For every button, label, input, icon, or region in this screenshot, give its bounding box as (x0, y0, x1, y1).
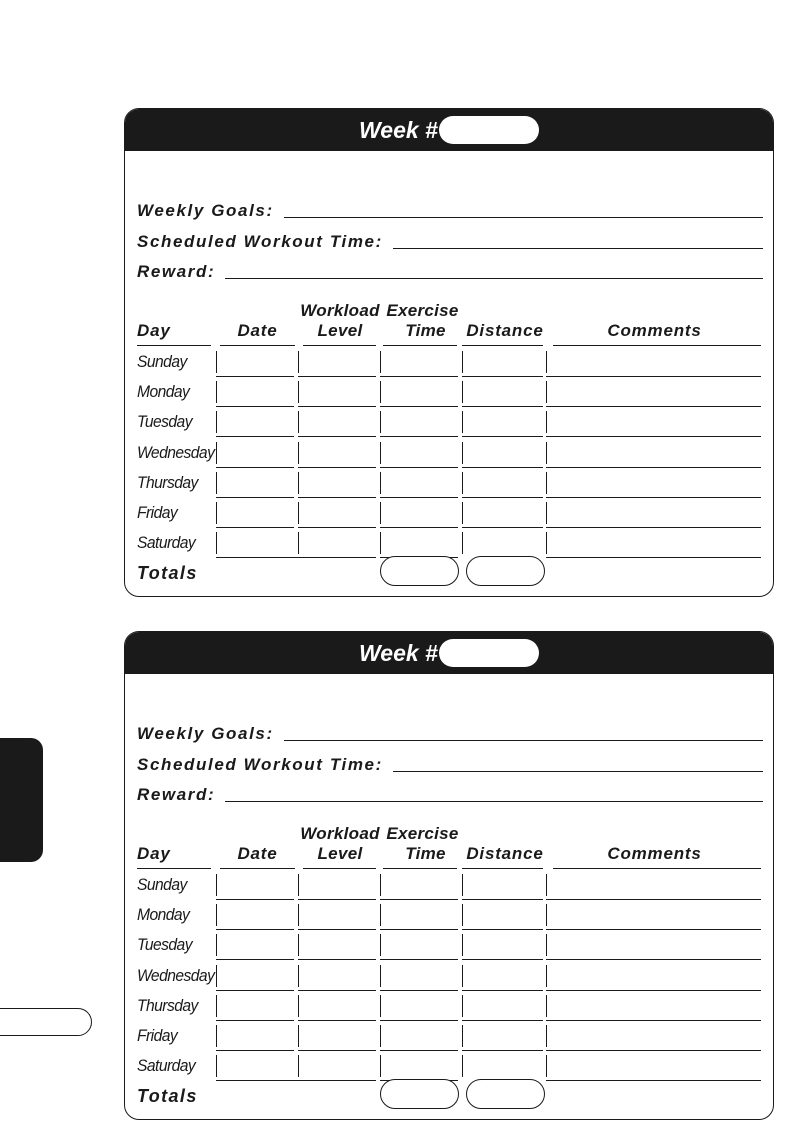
cell-divider (380, 995, 381, 1017)
cell-divider (546, 472, 547, 494)
header-underline (553, 345, 761, 346)
day-row (125, 407, 773, 437)
col-exercise-header-2: Time (405, 844, 446, 863)
weekly-goals-label: Weekly Goals: (137, 724, 274, 743)
weekly-goals-row (137, 195, 763, 221)
scheduled-workout-time-label: Scheduled Workout Time: (137, 232, 383, 251)
total-distance-field[interactable] (466, 1079, 545, 1109)
cell-divider (216, 965, 217, 987)
total-distance-field[interactable] (466, 556, 545, 586)
day-label: Friday (137, 1026, 178, 1045)
day-row (125, 1051, 773, 1081)
totals-label: Totals (137, 1086, 198, 1106)
header-underline (383, 868, 457, 869)
cell-divider (462, 965, 463, 987)
page-side-tab (0, 738, 43, 862)
day-label: Tuesday (137, 935, 192, 955)
weekly-goals-row (137, 718, 763, 744)
cell-divider (380, 472, 381, 494)
col-workload-header-1: Workload (300, 301, 380, 320)
col-date-header: Date (237, 844, 278, 863)
col-workload-header-2: Level (317, 321, 363, 340)
header-underline (553, 868, 761, 869)
reward-row (137, 256, 763, 282)
totals-label: Totals (137, 563, 198, 583)
header-underline (137, 345, 211, 346)
cell-divider (462, 1025, 463, 1047)
header-underline (220, 868, 295, 869)
day-label: Sunday (137, 352, 187, 371)
total-exercise-time-field[interactable] (380, 1079, 459, 1109)
day-label: Saturday (137, 1056, 196, 1076)
cell-divider (380, 381, 381, 403)
scheduled-workout-time-input-line[interactable] (393, 770, 763, 772)
header-underline (303, 345, 376, 346)
cell-divider (216, 381, 217, 403)
day-row (125, 930, 773, 960)
col-exercise-header-1: Exercise (386, 824, 459, 843)
day-row (125, 438, 773, 468)
page-side-pill (0, 1008, 92, 1036)
cell-divider (462, 381, 463, 403)
cell-divider (546, 965, 547, 987)
day-row (125, 870, 773, 900)
cell-divider (216, 532, 217, 554)
cell-entry-line[interactable] (216, 1080, 376, 1081)
cell-divider (298, 995, 299, 1017)
cell-entry-line[interactable] (216, 557, 376, 558)
cell-divider (546, 502, 547, 524)
cell-divider (298, 532, 299, 554)
week-label: Week # (359, 117, 438, 143)
day-label: Wednesday (137, 965, 215, 985)
day-label: Friday (137, 503, 178, 522)
day-row (125, 468, 773, 498)
col-date-header: Date (237, 321, 278, 340)
header-underline (303, 868, 376, 869)
cell-divider (216, 934, 217, 956)
col-distance-header: Distance (466, 321, 544, 340)
cell-divider (546, 1055, 547, 1077)
day-row (125, 377, 773, 407)
header-underline (220, 345, 295, 346)
cell-divider (380, 532, 381, 554)
cell-divider (462, 874, 463, 896)
day-row (125, 528, 773, 558)
cell-divider (298, 874, 299, 896)
header-underline (462, 345, 543, 346)
cell-divider (462, 411, 463, 433)
reward-label: Reward: (137, 785, 216, 804)
cell-divider (546, 381, 547, 403)
day-row (125, 900, 773, 930)
cell-divider (380, 965, 381, 987)
day-row (125, 1021, 773, 1051)
cell-divider (298, 502, 299, 524)
reward-input-line[interactable] (225, 800, 763, 802)
cell-divider (546, 874, 547, 896)
reward-input-line[interactable] (225, 277, 763, 279)
week-card (124, 108, 774, 597)
col-day-header: Day (137, 321, 171, 340)
cell-divider (216, 874, 217, 896)
scheduled-workout-time-input-line[interactable] (393, 247, 763, 249)
cell-divider (298, 1055, 299, 1077)
col-exercise-header-1: Exercise (386, 301, 459, 320)
day-row (125, 961, 773, 991)
cell-divider (298, 934, 299, 956)
day-label: Tuesday (137, 412, 192, 432)
col-distance-header: Distance (466, 844, 544, 863)
cell-divider (546, 904, 547, 926)
cell-divider (546, 532, 547, 554)
cell-divider (216, 502, 217, 524)
col-comments-header: Comments (607, 321, 702, 340)
total-exercise-time-field[interactable] (380, 556, 459, 586)
cell-divider (298, 381, 299, 403)
cell-divider (298, 351, 299, 373)
header-underline (383, 345, 457, 346)
day-label: Saturday (137, 533, 196, 553)
day-row (125, 498, 773, 528)
cell-divider (380, 502, 381, 524)
col-workload-header-1: Workload (300, 824, 380, 843)
day-label: Monday (137, 382, 190, 402)
cell-divider (462, 351, 463, 373)
cell-divider (462, 1055, 463, 1077)
cell-divider (380, 1025, 381, 1047)
cell-divider (298, 442, 299, 464)
cell-divider (380, 1055, 381, 1077)
scheduled-workout-time-row (137, 226, 763, 252)
week-number-field[interactable] (439, 639, 539, 667)
cell-divider (462, 532, 463, 554)
day-label: Sunday (137, 875, 187, 894)
cell-divider (216, 442, 217, 464)
cell-divider (216, 1025, 217, 1047)
cell-divider (380, 934, 381, 956)
cell-divider (298, 1025, 299, 1047)
day-label: Thursday (137, 995, 198, 1015)
cell-divider (546, 351, 547, 373)
col-workload-header-2: Level (317, 844, 363, 863)
week-header (125, 109, 773, 151)
cell-divider (380, 874, 381, 896)
reward-row (137, 779, 763, 805)
day-label: Wednesday (137, 442, 215, 462)
cell-divider (298, 472, 299, 494)
cell-divider (216, 904, 217, 926)
cell-divider (462, 904, 463, 926)
week-card (124, 631, 774, 1120)
cell-divider (216, 411, 217, 433)
week-header (125, 632, 773, 674)
cell-divider (546, 1025, 547, 1047)
cell-divider (216, 351, 217, 373)
cell-divider (462, 934, 463, 956)
cell-divider (380, 411, 381, 433)
cell-divider (216, 1055, 217, 1077)
weekly-goals-input-line[interactable] (284, 739, 763, 741)
day-row (125, 347, 773, 377)
cell-divider (546, 995, 547, 1017)
col-day-header: Day (137, 844, 171, 863)
header-underline (462, 868, 543, 869)
cell-divider (298, 904, 299, 926)
scheduled-workout-time-row (137, 749, 763, 775)
cell-divider (216, 995, 217, 1017)
col-comments-header: Comments (607, 844, 702, 863)
cell-divider (462, 442, 463, 464)
cell-divider (380, 351, 381, 373)
cell-divider (546, 411, 547, 433)
cell-divider (298, 965, 299, 987)
weekly-goals-label: Weekly Goals: (137, 201, 274, 220)
cell-entry-line[interactable] (546, 557, 761, 558)
col-exercise-header-2: Time (405, 321, 446, 340)
cell-divider (216, 472, 217, 494)
reward-label: Reward: (137, 262, 216, 281)
header-underline (137, 868, 211, 869)
day-label: Thursday (137, 472, 198, 492)
scheduled-workout-time-label: Scheduled Workout Time: (137, 755, 383, 774)
cell-divider (462, 472, 463, 494)
cell-divider (380, 442, 381, 464)
cell-divider (298, 411, 299, 433)
cell-divider (546, 934, 547, 956)
cell-divider (380, 904, 381, 926)
day-label: Monday (137, 905, 190, 925)
weekly-goals-input-line[interactable] (284, 216, 763, 218)
cell-divider (462, 502, 463, 524)
cell-divider (546, 442, 547, 464)
cell-divider (462, 995, 463, 1017)
cell-entry-line[interactable] (546, 1080, 761, 1081)
week-number-field[interactable] (439, 116, 539, 144)
day-row (125, 991, 773, 1021)
week-label: Week # (359, 640, 438, 666)
